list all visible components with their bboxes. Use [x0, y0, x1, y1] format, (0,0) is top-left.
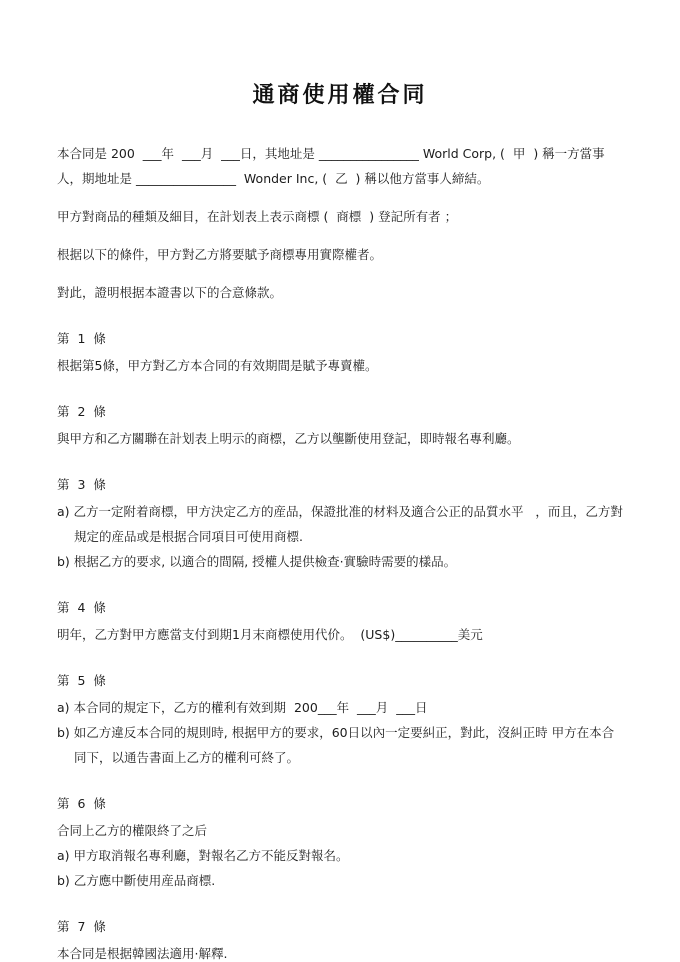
article-2-heading: 第 2 條	[57, 404, 108, 419]
article-5-item-a: a) 本合同的規定下，乙方的權利有效到期 200___年 ___月 ___日	[57, 700, 428, 715]
intro-trademark-owner-paragraph: 甲方對商品的種類及細目，在計划表上表示商標 ( 商標 ) 登記所有者 ；	[57, 209, 458, 224]
document-title: 通商使用權合同	[252, 83, 428, 108]
article-3-item-a: a) 乙方一定附着商標，甲方決定乙方的産品，保證批准的材料及適合公正的品質水平 ，而且，乙方對規定的産品或是根据合同項目可使用商標.	[57, 504, 623, 544]
article-3-item-b: b) 根据乙方的要求, 以適合的間隔, 授權人提供檢查·實驗時需要的樣品。	[57, 554, 457, 569]
article-4	[57, 595, 623, 647]
article-2	[57, 399, 623, 451]
article-4-heading: 第 4 條	[57, 600, 108, 615]
article-5	[57, 668, 623, 770]
article-4-text: 明年，乙方對甲方應當支付到期1月末商標使用代价。 (US$)__________美元	[57, 627, 483, 642]
article-5-item-b: b) 如乙方違反本合同的規則時, 根据甲方的要求，60日以內一定要糾正，對此，沒糾正時 甲方在本合同下，以通告書面上乙方的權利可終了。	[57, 725, 615, 765]
article-2-text: 與甲方和乙方關聯在計划表上明示的商標，乙方以壟斷使用登記，即時報名專利廳。	[57, 431, 520, 446]
intro-grant-paragraph: 根据以下的條件，甲方對乙方將要賦予商標專用實際權者。	[57, 247, 383, 262]
article-7-heading: 第 7 條	[57, 919, 108, 934]
intro-parties-paragraph: 本合同是 200 ___年 ___月 ___日，其地址是 ________________ World Corp, ( 甲 ) 稱一方當事人，期地址是 ________________ Wonder Inc, ( 乙 ) 稱以他方當事人締結。	[57, 146, 605, 186]
article-6	[57, 791, 623, 893]
article-5-heading: 第 5 條	[57, 673, 108, 688]
article-1-text: 根据第5條，甲方對乙方本合同的有效期間是賦予專賣權。	[57, 358, 378, 373]
article-6-heading: 第 6 條	[57, 796, 108, 811]
article-6-item-b: b) 乙方應中斷使用産品商標.	[57, 873, 216, 888]
article-6-item-a: a) 甲方取消報名專利廳，對報名乙方不能反對報名。	[57, 848, 349, 863]
article-7	[57, 914, 623, 962]
article-3	[57, 472, 623, 574]
article-1	[57, 326, 623, 378]
article-3-heading: 第 3 條	[57, 477, 108, 492]
intro-witness-paragraph: 對此，證明根据本證書以下的合意條款。	[57, 285, 283, 300]
article-1-heading: 第 1 條	[57, 331, 108, 346]
article-6-intro: 合同上乙方的權限終了之后	[57, 823, 208, 838]
article-7-text: 本合同是根据韓國法適用·解釋.	[57, 946, 228, 961]
